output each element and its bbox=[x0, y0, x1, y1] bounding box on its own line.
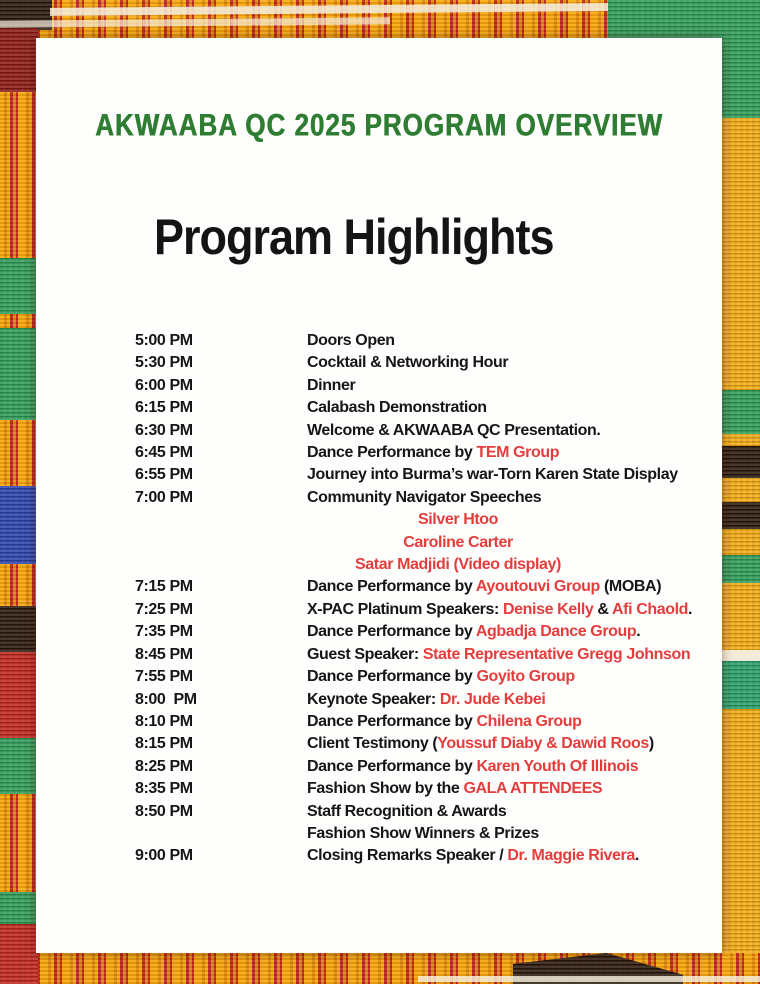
schedule-event bbox=[307, 442, 722, 464]
page-title: AKWAABA QC 2025 PROGRAM OVERVIEW bbox=[95, 106, 663, 143]
schedule-time: 8:45 PM bbox=[135, 645, 193, 663]
highlight-name: Youssuf Diaby & Dawid Roos bbox=[437, 735, 649, 753]
event-text: & bbox=[593, 600, 613, 618]
schedule-row bbox=[36, 554, 722, 576]
schedule-row bbox=[36, 756, 722, 778]
schedule-time: 8:25 PM bbox=[135, 757, 193, 775]
event-text: Dance Performance by bbox=[307, 623, 476, 641]
schedule-event bbox=[307, 823, 722, 845]
kente-patch-bottom-left-red bbox=[0, 924, 38, 984]
section-title: Program Highlights bbox=[154, 208, 554, 266]
event-text: . bbox=[636, 623, 641, 641]
schedule-row bbox=[36, 733, 722, 755]
event-text: Dance Performance by bbox=[307, 712, 477, 730]
schedule-row bbox=[36, 509, 722, 531]
highlight-name: Afi Chaold bbox=[612, 600, 689, 618]
schedule-time: 6:45 PM bbox=[135, 444, 193, 462]
schedule-event bbox=[307, 397, 722, 419]
highlight-name: Dr. Jude Kebei bbox=[439, 690, 546, 708]
event-text: Closing Remarks Speaker / bbox=[307, 847, 508, 865]
schedule-event bbox=[307, 733, 722, 755]
highlight-name: Dr. Maggie Rivera bbox=[507, 847, 635, 865]
schedule-time bbox=[135, 532, 307, 554]
schedule-row bbox=[36, 442, 722, 464]
kente-patch-right-green-band-1 bbox=[722, 390, 760, 434]
schedule-time: 8:15 PM bbox=[135, 735, 193, 753]
kente-stripe-bottom-cream bbox=[418, 976, 760, 982]
schedule-event bbox=[307, 801, 722, 823]
schedule-row bbox=[36, 666, 722, 688]
highlight-name: Goyito Group bbox=[476, 668, 575, 686]
schedule-row bbox=[36, 689, 722, 711]
schedule-time: 5:30 PM bbox=[135, 354, 193, 372]
schedule-event bbox=[307, 756, 722, 778]
event-text: Journey into Burma’s war-Torn Karen State Display bbox=[307, 466, 678, 484]
kente-patch-right-emerald bbox=[722, 661, 760, 709]
schedule-time: 6:00 PM bbox=[135, 376, 193, 394]
schedule-time bbox=[135, 509, 307, 531]
schedule-event bbox=[307, 487, 722, 509]
highlight-name: Chilena Group bbox=[476, 712, 582, 730]
schedule-event bbox=[307, 666, 722, 688]
schedule-row bbox=[36, 375, 722, 397]
event-text: ) bbox=[648, 735, 654, 753]
content-panel bbox=[36, 38, 722, 953]
schedule-time bbox=[135, 823, 307, 845]
kente-patch-left-blue bbox=[0, 486, 38, 564]
event-text: Guest Speaker: bbox=[307, 645, 423, 663]
event-text: Keynote Speaker: bbox=[307, 690, 440, 708]
schedule-row bbox=[36, 823, 722, 845]
event-text: Dance Performance by bbox=[307, 757, 477, 775]
highlight-name: State Representative Gregg Johnson bbox=[422, 645, 691, 663]
schedule-event bbox=[307, 576, 722, 598]
schedule-time: 9:00 PM bbox=[135, 847, 193, 865]
highlight-name: Silver Htoo bbox=[417, 511, 499, 529]
schedule-event bbox=[307, 845, 722, 867]
schedule-event bbox=[307, 330, 722, 352]
event-text: Dance Performance by bbox=[307, 578, 476, 596]
schedule-row bbox=[36, 487, 722, 509]
schedule-row bbox=[36, 801, 722, 823]
event-text: Client Testimony ( bbox=[307, 735, 438, 753]
schedule-time: 6:30 PM bbox=[135, 421, 193, 439]
schedule-event bbox=[307, 532, 615, 554]
schedule-row bbox=[36, 464, 722, 486]
schedule-row bbox=[36, 397, 722, 419]
schedule-time: 8:10 PM bbox=[135, 712, 193, 730]
schedule-event bbox=[307, 599, 722, 621]
kente-patch-left-green-1 bbox=[0, 258, 38, 314]
schedule-time: 5:00 PM bbox=[135, 332, 193, 349]
highlight-name: Caroline Carter bbox=[403, 533, 513, 551]
highlight-name: Denise Kelly bbox=[503, 600, 594, 618]
schedule-row bbox=[36, 711, 722, 733]
kente-stripe-top-cream-b bbox=[0, 17, 390, 27]
kente-patch-left-green-2 bbox=[0, 328, 38, 420]
event-text: Dinner bbox=[307, 376, 356, 394]
highlight-name: GALA ATTENDEES bbox=[463, 780, 603, 798]
event-text: Fashion Show by the bbox=[307, 780, 464, 798]
schedule-row bbox=[36, 330, 722, 352]
schedule-event bbox=[307, 352, 722, 374]
event-text: . bbox=[634, 847, 639, 865]
schedule-event bbox=[307, 644, 722, 666]
schedule-event bbox=[307, 778, 722, 800]
kente-patch-right-dark-band-2 bbox=[722, 502, 760, 529]
event-text: . bbox=[688, 600, 693, 618]
schedule-row bbox=[36, 845, 722, 867]
schedule-time: 8:50 PM bbox=[135, 802, 193, 820]
schedule-event bbox=[307, 509, 615, 531]
schedule-event bbox=[307, 621, 722, 643]
highlight-name: TEM Group bbox=[476, 444, 560, 462]
schedule-row bbox=[36, 599, 722, 621]
highlight-name: Ayoutouvi Group bbox=[475, 578, 600, 596]
kente-stripe-right-cream bbox=[722, 650, 760, 661]
highlight-name: Karen Youth Of Illinois bbox=[476, 757, 639, 775]
highlight-name: Satar Madjidi (Video display) bbox=[355, 556, 561, 574]
event-text: Dance Performance by bbox=[307, 444, 477, 462]
schedule-event bbox=[307, 689, 722, 711]
kente-patch-left-green-4 bbox=[0, 892, 38, 926]
event-text: Dance Performance by bbox=[307, 668, 477, 686]
schedule-event bbox=[307, 711, 722, 733]
kente-patch-left-red bbox=[0, 652, 38, 738]
schedule-row bbox=[36, 621, 722, 643]
kente-patch-left-dark-brown bbox=[0, 606, 38, 652]
schedule-event bbox=[307, 554, 615, 576]
schedule-time: 8:35 PM bbox=[135, 780, 193, 798]
schedule-row bbox=[36, 778, 722, 800]
schedule-time: 7:35 PM bbox=[135, 623, 193, 641]
event-text: Fashion Show Winners & Prizes bbox=[307, 824, 539, 842]
schedule-row bbox=[36, 576, 722, 598]
schedule-event bbox=[307, 375, 722, 397]
schedule-row bbox=[36, 420, 722, 442]
schedule-time: 6:55 PM bbox=[135, 466, 193, 484]
schedule bbox=[36, 330, 722, 868]
schedule-time: 7:25 PM bbox=[135, 600, 193, 618]
schedule-time: 8:00 PM bbox=[135, 690, 197, 708]
kente-patch-right-green-top bbox=[722, 0, 760, 118]
event-text: Staff Recognition & Awards bbox=[307, 802, 507, 820]
schedule-row bbox=[36, 352, 722, 374]
schedule-time: 7:15 PM bbox=[135, 578, 193, 596]
event-text: Calabash Demonstration bbox=[307, 399, 487, 417]
schedule-time: 7:00 PM bbox=[135, 488, 193, 506]
schedule-time: 6:15 PM bbox=[135, 399, 193, 417]
event-text: (MOBA) bbox=[599, 578, 662, 596]
kente-patch-left-dark-red bbox=[0, 28, 38, 92]
schedule-row bbox=[36, 644, 722, 666]
schedule-time: 7:55 PM bbox=[135, 668, 193, 686]
schedule-row bbox=[36, 532, 722, 554]
schedule-event bbox=[307, 464, 722, 486]
kente-patch-right-dark-band-1 bbox=[722, 446, 760, 478]
event-text: Doors Open bbox=[307, 332, 395, 349]
kente-patch-left-green-3 bbox=[0, 738, 38, 794]
event-text: Community Navigator Speeches bbox=[307, 488, 542, 506]
event-text: Welcome & AKWAABA QC Presentation. bbox=[307, 421, 601, 439]
schedule-event bbox=[307, 420, 722, 442]
event-text: Cocktail & Networking Hour bbox=[307, 354, 509, 372]
schedule-time bbox=[135, 554, 307, 576]
event-text: X-PAC Platinum Speakers: bbox=[307, 600, 503, 618]
highlight-name: Agbadja Dance Group bbox=[475, 623, 637, 641]
kente-patch-right-green-band-2 bbox=[722, 555, 760, 583]
